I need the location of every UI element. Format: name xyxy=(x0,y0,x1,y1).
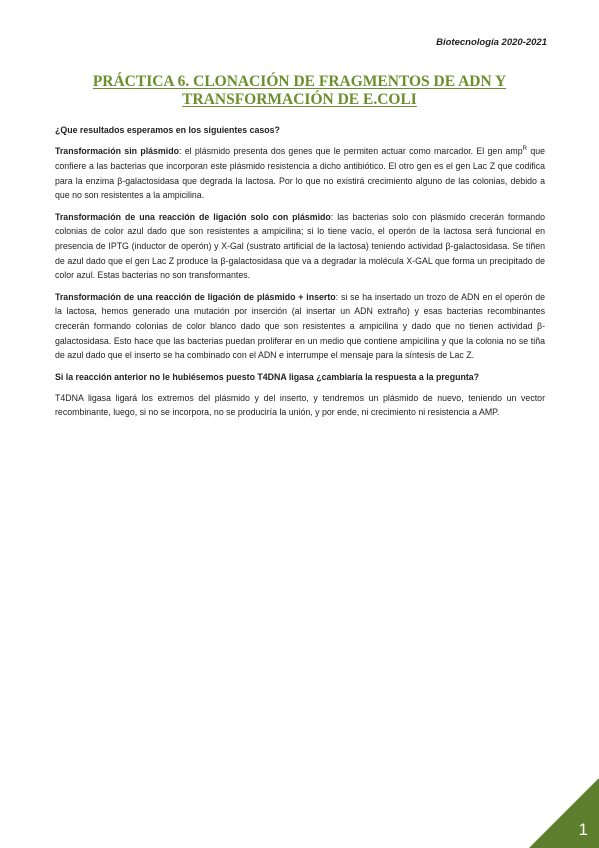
question-2: Si la reacción anterior no le hubiésemos puesto T4DNA ligasa ¿cambiaría la respuesta a la pregunta? xyxy=(55,371,480,382)
answer-2-paragraph: T4DNA ligasa ligará los extremos del plásmido y del inserto, y tendremos un plásmido de nuevo, teniendo un vector recombinante, luego, si no se incorpora, no se produciría la unión, y por ende, ni crecimiento ni resistencia a AMP. xyxy=(55,392,545,418)
case-2-text: : las bacterias solo con plásmido crecerán formando colonias de color azul dado que son resistentes a ampicilina; si lo tiene vacío, el operón de la lactosa será funcional en presencia de IPTG (inductor de operón) y X-Gal (sustrato artificial de la lactosa) teniendo actividad β-galactosidasa. Se tiñen de azul dado que el gen Lac Z produce la β-galactosidasa que va a degradar la molécula X-GAL que forma un precipitado de color azul. Estas bacterias no son transformantes. xyxy=(55,211,545,281)
document-body xyxy=(55,123,545,427)
case-1-heading: Transformación sin plásmido xyxy=(55,146,179,157)
document-title xyxy=(40,73,559,109)
page-number: 1 xyxy=(578,820,588,839)
page-corner-triangle xyxy=(529,778,599,848)
case-1-text-b: que confiere a las bacterias que incorporan este plásmido resistencia a dicho antibiótico. El otro gen es el gen Lac Z que codifica para la enzima β-galactosidasa que degrada la lactosa. Por lo que no existirá crecimiento alguno de las colonias, debido a que no son resistentes a la ampicilina. xyxy=(55,146,545,201)
case-3-heading: Transformación de una reacción de ligación de plásmido + inserto xyxy=(55,291,336,302)
course-header: Biotecnología 2020-2021 xyxy=(436,37,547,48)
case-3-text: : si se ha insertado un trozo de ADN en el operón de la lactosa, hemos generado una mutación por inserción (al insertar un ADN extraño) y esas bacterias recombinantes crecerán formando colonias de color blanco dado que son resistentes a ampicilina y dado que no tienen actividad β-galactosidasa. Esto hace que las bacterias puedan proliferar en un medio que contiene ampicilina y que la colonia no se tiña de azul dado que el inserto se ha combinado con el ADN e interrumpe el mensaje para la síntesis de Lac Z. xyxy=(55,291,545,361)
corner-triangle-shape xyxy=(529,778,599,848)
case-1-paragraph xyxy=(55,144,545,203)
case-1-superscript: R xyxy=(522,146,527,153)
case-3-paragraph xyxy=(55,290,545,364)
title-line-1: PRÁCTICA 6. CLONACIÓN DE FRAGMENTOS DE ADN Y xyxy=(92,73,507,90)
case-2-heading: Transformación de una reacción de ligación solo con plásmido xyxy=(55,211,331,222)
question-1: ¿Que resultados esperamos en los siguientes casos? xyxy=(55,125,280,135)
title-line-2: TRANSFORMACIÓN DE E.COLI xyxy=(182,91,417,108)
case-2-paragraph xyxy=(55,210,545,284)
case-1-text-a: : el plásmido presenta dos genes que le permiten actuar como marcador. El gen amp xyxy=(178,146,523,157)
